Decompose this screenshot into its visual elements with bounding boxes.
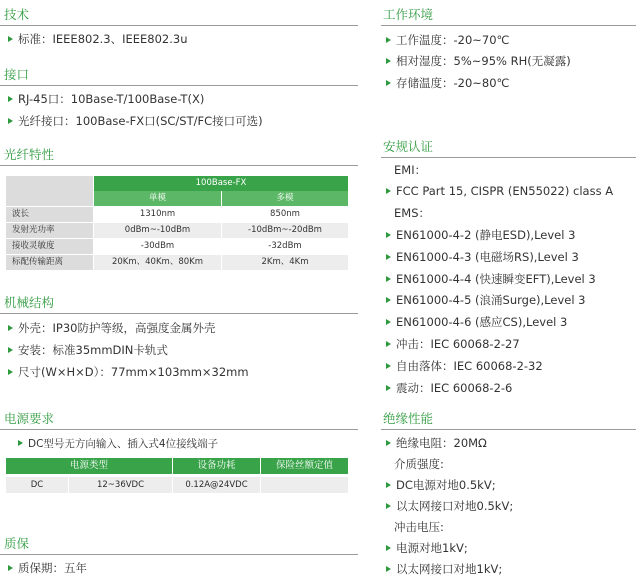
interface-fiber: 光纤接口：100Base-FX口(SC/ST/FC接口可选) — [8, 113, 263, 129]
section-title: 工作环境 — [383, 7, 434, 22]
table-subheader: 多模 — [222, 191, 348, 206]
section-title: 安规认证 — [383, 139, 434, 154]
triangle-bullet-icon — [8, 96, 13, 102]
table-row: 接收灵敏度 -30dBm -32dBm — [6, 239, 348, 254]
triangle-bullet-icon — [8, 36, 13, 42]
section-title: 技术 — [4, 7, 30, 22]
table-subheader-row — [6, 191, 348, 206]
triangle-bullet-icon — [386, 341, 391, 347]
section-warranty — [0, 533, 358, 555]
cert-line: EN61000-4-2 (静电ESD),Level 3 — [386, 227, 575, 243]
section-interface — [0, 64, 358, 86]
triangle-bullet-icon — [386, 545, 391, 551]
triangle-bullet-icon — [8, 347, 13, 353]
table-header: 电源类型 — [6, 458, 172, 474]
insulation-line: 以太网接口对地0.5kV; — [386, 498, 513, 514]
insulation-line: DC电源对地0.5kV; — [386, 477, 496, 493]
triangle-bullet-icon — [8, 325, 13, 331]
triangle-bullet-icon — [8, 565, 13, 571]
cert-line: 冲击：IEC 60068-2-27 — [386, 336, 520, 352]
triangle-bullet-icon — [386, 482, 391, 488]
triangle-bullet-icon — [386, 188, 391, 194]
triangle-bullet-icon — [386, 58, 391, 64]
triangle-bullet-icon — [386, 363, 391, 369]
section-title: 光纤特性 — [4, 147, 55, 162]
section-title: 绝缘性能 — [383, 411, 434, 426]
power-note: DC型号无方向输入、插入式4位接线端子 — [18, 436, 218, 452]
table-row: 波长 1310nm 850nm — [6, 207, 348, 222]
cert-line: EN61000-4-3 (电磁场RS),Level 3 — [386, 249, 579, 265]
table-subheader: 单模 — [94, 191, 221, 206]
triangle-bullet-icon — [386, 503, 391, 509]
section-title: 电源要求 — [4, 411, 55, 426]
mech-mount: 安装：标准35mmDIN卡轨式 — [8, 342, 168, 358]
insulation-line: 以太网接口对地1kV; — [386, 561, 502, 577]
table-cell — [261, 477, 348, 493]
table-cell: 0.12A@24VDC — [173, 477, 260, 493]
section-env — [381, 4, 636, 26]
triangle-bullet-icon — [386, 232, 391, 238]
interface-rj45: RJ-45口：10Base-T/100Base-T(X) — [8, 91, 204, 107]
section-power — [0, 408, 358, 430]
mech-size: 尺寸(W×H×D）：77mm×103mm×32mm — [8, 364, 249, 380]
triangle-bullet-icon — [386, 440, 391, 446]
table-group-header: 100Base-FX — [94, 176, 348, 191]
triangle-bullet-icon — [386, 37, 391, 43]
section-title: 接口 — [4, 67, 30, 82]
env-item: 存储温度：-20~80℃ — [386, 75, 509, 91]
table-header: 保险丝额定值 — [261, 458, 348, 474]
section-title: 机械结构 — [4, 295, 55, 310]
triangle-bullet-icon — [386, 385, 391, 391]
triangle-bullet-icon — [386, 276, 391, 282]
table-row: 标配传输距离 20Km、40Km、80Km 2Km、4Km — [6, 255, 348, 270]
cert-line: EMI： — [394, 163, 427, 177]
table-cell: 12~36VDC — [69, 477, 172, 493]
section-title: 质保 — [4, 536, 30, 551]
mech-housing: 外壳：IP30防护等级，高强度金属外壳 — [8, 320, 215, 336]
insulation-line: 绝缘电阻：20MΩ — [386, 435, 487, 451]
env-item: 相对湿度：5%~95% RH(无凝露) — [386, 53, 571, 69]
table-cell: DC — [6, 477, 68, 493]
section-insulation — [381, 408, 636, 430]
triangle-bullet-icon — [386, 319, 391, 325]
triangle-bullet-icon — [8, 118, 13, 124]
section-tech — [0, 4, 358, 26]
tech-standard: 标准：IEEE802.3、IEEE802.3u — [8, 31, 188, 47]
table-row: 发射光功率 0dBm~-10dBm -10dBm~-20dBm — [6, 223, 348, 238]
section-cert — [381, 136, 636, 158]
warranty-period: 质保期：五年 — [8, 560, 87, 576]
insulation-line: 冲击电压: — [394, 520, 444, 534]
cert-line: EMS： — [394, 206, 430, 220]
cert-line: 震动：IEC 60068-2-6 — [386, 380, 512, 396]
section-mech — [0, 292, 358, 314]
cert-line: EN61000-4-4 (快速瞬变EFT),Level 3 — [386, 271, 596, 287]
cert-line: 自由落体：IEC 60068-2-32 — [386, 358, 543, 374]
triangle-bullet-icon — [386, 297, 391, 303]
triangle-bullet-icon — [386, 80, 391, 86]
cert-line: EN61000-4-6 (感应CS),Level 3 — [386, 314, 567, 330]
triangle-bullet-icon — [18, 440, 23, 446]
triangle-bullet-icon — [386, 566, 391, 572]
table-header-row — [6, 176, 348, 191]
env-item: 工作温度：-20~70℃ — [386, 32, 509, 48]
table-header: 设备功耗 — [173, 458, 260, 474]
cert-line: FCC Part 15, CISPR (EN55022) class A — [386, 183, 613, 199]
triangle-bullet-icon — [386, 254, 391, 260]
insulation-line: 介质强度: — [394, 457, 444, 471]
cert-line: EN61000-4-5 (浪涌Surge),Level 3 — [386, 292, 586, 308]
triangle-bullet-icon — [8, 369, 13, 375]
insulation-line: 电源对地1kV; — [386, 540, 468, 556]
section-fiber — [0, 144, 358, 166]
